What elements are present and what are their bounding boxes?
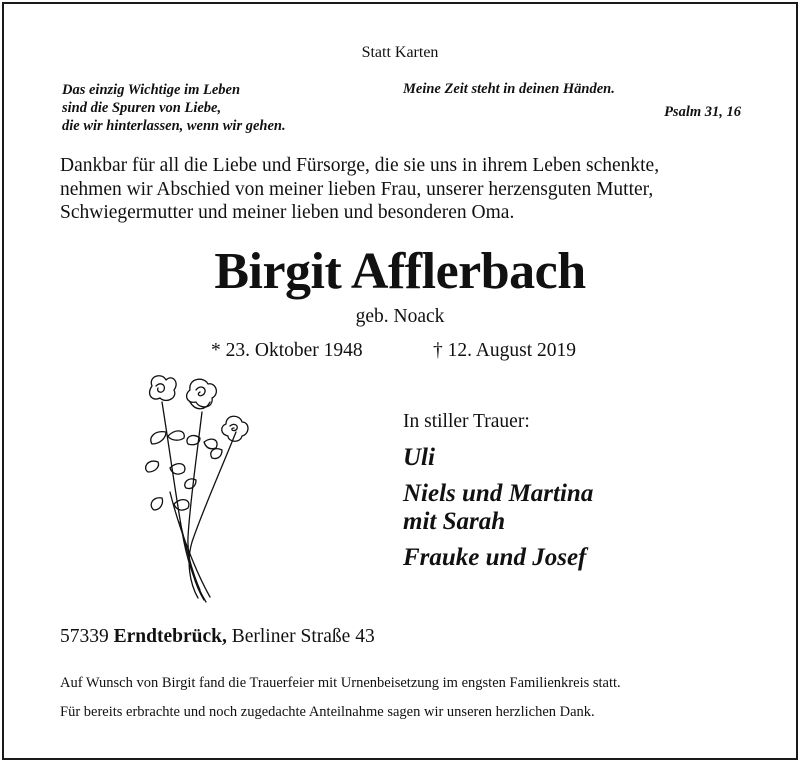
- family-member-3: mit Sarah: [403, 508, 506, 535]
- deceased-name: Birgit Afflerbach: [214, 243, 586, 300]
- address-street: Berliner Straße 43: [231, 626, 375, 647]
- intro-line-1: Dankbar für all die Liebe und Fürsorge, die sie uns in ihrem Leben schenkte,: [60, 155, 660, 176]
- family-member-1: Uli: [403, 444, 435, 471]
- intro-line-3: Schwiegermutter und meiner lieben und besonderen Oma.: [60, 202, 515, 224]
- quote-left-line-1: Das einzig Wichtige im Leben: [62, 82, 241, 98]
- family-member-2: Niels und Martina: [403, 480, 594, 507]
- header-statt-karten: Statt Karten: [361, 44, 439, 61]
- intro-line-2: nehmen wir Abschied von meiner lieben Frau, unserer herzensguten Mutter,: [60, 178, 654, 200]
- death-date: † 12. August 2019: [433, 340, 577, 361]
- quote-right-source: Psalm 31, 16: [664, 104, 741, 120]
- quote-left: [62, 81, 286, 135]
- quote-left-line-2: sind die Spuren von Liebe,: [62, 100, 222, 116]
- address: [60, 626, 375, 648]
- mourning-label: In stiller Trauer:: [403, 411, 530, 432]
- birth-date: * 23. Oktober 1948: [211, 340, 363, 361]
- roses-icon: [140, 372, 260, 604]
- address-postcode: 57339: [60, 626, 109, 647]
- note-funeral: Auf Wunsch von Birgit fand die Trauerfeier mit Urnenbeisetzung im engsten Familienkreis statt.: [60, 675, 621, 691]
- address-city: Erndtebrück,: [113, 626, 227, 647]
- note-thanks: Für bereits erbrachte und noch zugedachte Anteilnahme sagen wir unseren herzlichen Dank.: [60, 704, 595, 720]
- quote-right-text: Meine Zeit steht in deinen Händen.: [403, 81, 615, 97]
- family-list: [403, 444, 593, 580]
- intro-text: [60, 154, 659, 225]
- maiden-name: geb. Noack: [355, 306, 445, 327]
- family-member-4: Frauke und Josef: [403, 544, 587, 571]
- quote-left-line-3: die wir hinterlassen, wenn wir gehen.: [62, 118, 286, 134]
